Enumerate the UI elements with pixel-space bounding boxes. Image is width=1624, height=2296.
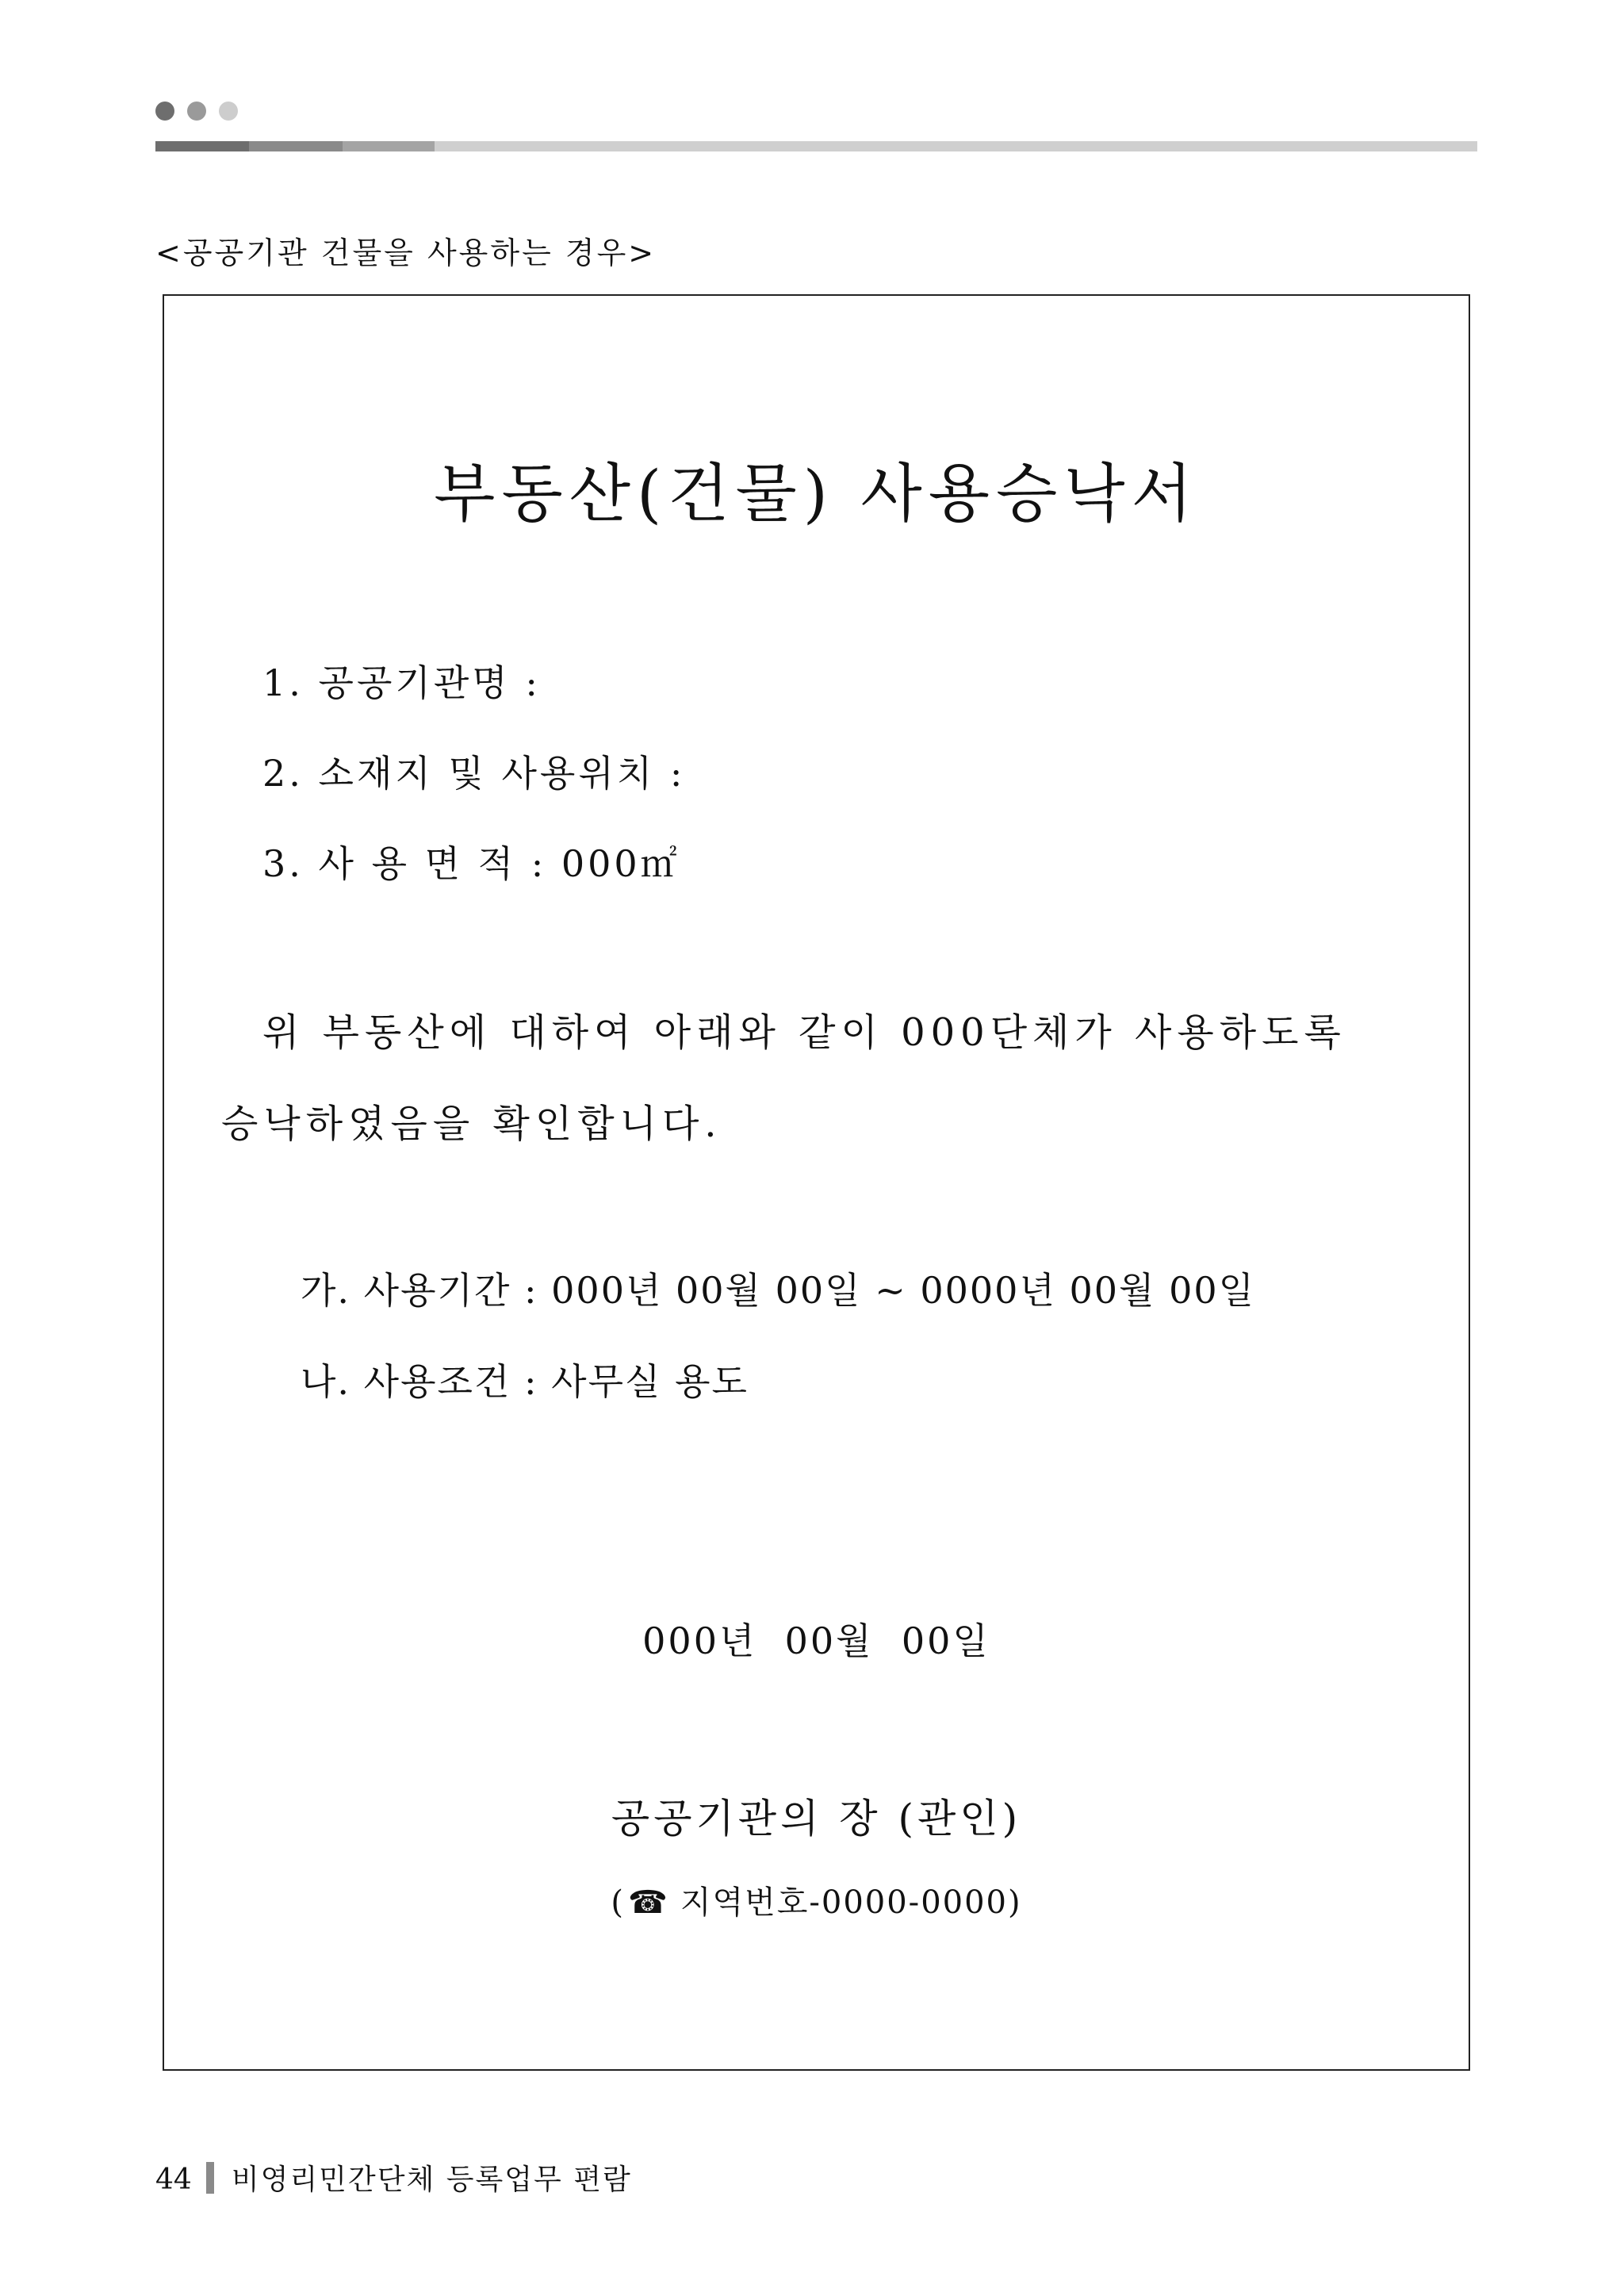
usage-condition: 나. 사용조건 : 사무실 용도 — [301, 1360, 749, 1403]
body-paragraph-line-2: 승낙하였음을 확인합니다. — [221, 1102, 722, 1146]
phone-open-paren: ( — [611, 1884, 625, 1921]
body-paragraph-line-1: 위 부동산에 대하여 아래와 같이 000단체가 사용하도록 — [262, 1010, 1346, 1055]
usage-period: 가. 사용기간 : 000년 00월 00일 ~ 0000년 00월 00일 — [301, 1269, 1256, 1312]
field-area: 3. 사 용 면 적 : 000㎡ — [262, 842, 680, 885]
phone-icon: ☎ — [627, 1884, 669, 1921]
field-location: 2. 소재지 및 사용위치 : — [262, 752, 686, 795]
page-footer — [155, 2157, 632, 2198]
section-caption: <공공기관 건물을 사용하는 경우> — [155, 236, 657, 270]
header-dot — [155, 102, 174, 121]
header-rule-segment — [249, 141, 343, 151]
page-number: 44 — [155, 2164, 192, 2196]
header-rule-segment — [155, 141, 249, 151]
header-rule-segment — [343, 141, 435, 151]
footer-divider — [206, 2162, 214, 2194]
book-title: 비영리민간단체 등록업무 편람 — [231, 2164, 632, 2196]
phone-number: 지역번호-0000-0000) — [680, 1884, 1022, 1921]
signer-line: 공공기관의 장 (관인) — [611, 1796, 1022, 1842]
contact-phone — [164, 1877, 1469, 1922]
header-rule — [155, 141, 1477, 151]
field-agency-name: 1. 공공기관명 : — [262, 661, 541, 704]
form-title: 부동산(건물) 사용승낙서 — [434, 457, 1199, 531]
header-dot — [219, 102, 238, 121]
consent-form-box — [163, 294, 1470, 2071]
issue-date: 000년 00월 00일 — [642, 1619, 990, 1662]
header-dot — [187, 102, 206, 121]
